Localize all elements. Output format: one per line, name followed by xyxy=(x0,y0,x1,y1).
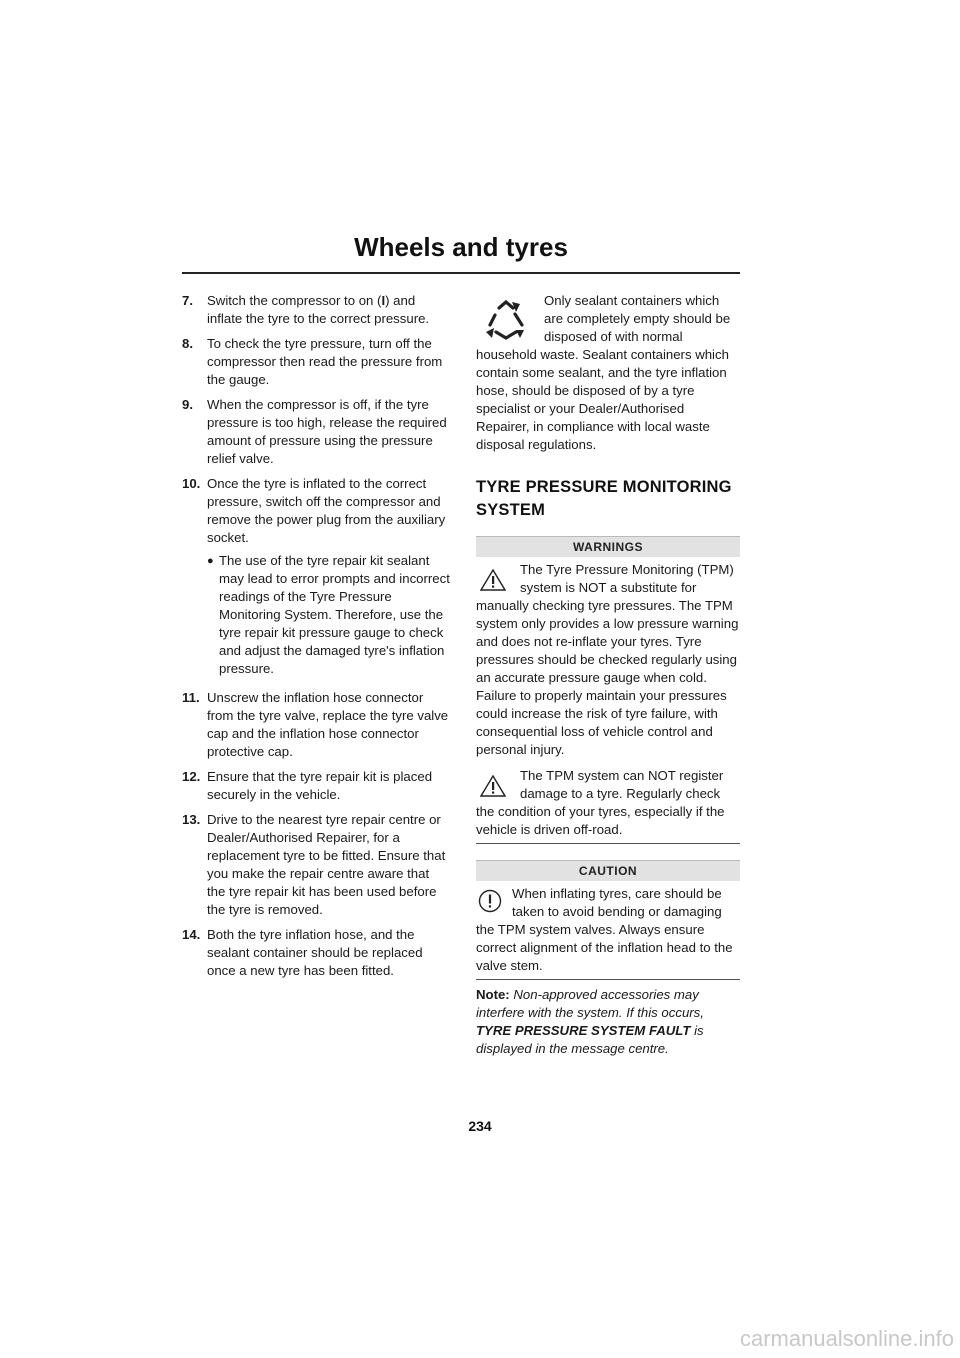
step-number: 8. xyxy=(182,336,193,351)
warning-item xyxy=(476,561,740,759)
note xyxy=(476,986,740,1058)
bullet-item xyxy=(207,552,450,678)
right-column xyxy=(476,292,740,1058)
step-number: 9. xyxy=(182,397,193,412)
note-text-end: is displayed in the message centre. xyxy=(476,1023,704,1056)
step-text: Switch the compressor to on (I) and inflate the tyre to the correct pressure. xyxy=(207,293,430,326)
page-title: Wheels and tyres xyxy=(354,232,568,262)
step-11 xyxy=(182,689,450,761)
step-7 xyxy=(182,292,450,328)
caution-icon xyxy=(478,889,502,913)
recycle-icon xyxy=(482,298,530,344)
warning-triangle-icon xyxy=(480,569,506,591)
step-text: Unscrew the inflation hose connector from the tyre valve, replace the tyre valve cap and the inflation hose connector protective cap. xyxy=(207,690,449,759)
caution-label: CAUTION xyxy=(476,860,740,881)
disposal-text: Only sealant containers which are completely empty should be disposed of with normal household waste. Sealant containers which contain some sealant, and the tyre inflation hose, should be disposed of by a tyre specialist or your Dealer/Authorised Repairer, in compliance with local waste disposal regulations. xyxy=(476,293,731,452)
step-8 xyxy=(182,335,450,389)
page-number: 234 xyxy=(468,1118,492,1134)
warnings-label: WARNINGS xyxy=(476,536,740,557)
caution-text: When inflating tyres, care should be taken to avoid bending or damaging the TPM system valves. Always ensure correct alignment of the inflation head to the valve stem. xyxy=(476,886,733,973)
step-13 xyxy=(182,811,450,919)
warning-text: The TPM system can NOT register damage to a tyre. Regularly check the condition of your tyres, especially if the vehicle is driven off-road. xyxy=(476,768,725,837)
warnings-box xyxy=(476,536,740,844)
step-number: 13. xyxy=(182,812,201,827)
caution-body xyxy=(476,881,740,980)
step-14 xyxy=(182,926,450,980)
step-number: 14. xyxy=(182,927,201,942)
note-label: Note: xyxy=(476,987,510,1002)
watermark: carmanualsonline.info xyxy=(739,1326,954,1351)
step-text: Both the tyre inflation hose, and the sealant container should be replaced once a new tyre has been fitted. xyxy=(207,927,423,978)
note-emphasis: TYRE PRESSURE SYSTEM FAULT xyxy=(476,1023,691,1038)
step-number: 11. xyxy=(182,690,200,705)
disposal-notice xyxy=(476,292,740,454)
bullet-dot: ● xyxy=(207,555,214,567)
step-text: Once the tyre is inflated to the correct pressure, switch off the compressor and remove the power plug from the auxiliary socket. ● The use of the tyre repair kit sealant may lead to error prompts and incorrect readings of the Tyre Pressure Monitoring System. Therefore, use the tyre repair kit pressure gauge to check and adjust the damaged tyre's inflation pressure. xyxy=(207,476,450,676)
step-12 xyxy=(182,768,450,804)
step-text: When the compressor is off, if the tyre pressure is too high, release the required amount of pressure using the pressure relief valve. xyxy=(207,397,447,466)
step-10 xyxy=(182,475,450,682)
warning-text: The Tyre Pressure Monitoring (TPM) system is NOT a substitute for manually checking tyre pressures. The TPM system only provides a low pressure warning and does not re-inflate your tyres. Tyre pressures should be checked regularly using an accurate pressure gauge when cold. Failure to properly maintain your pressures could increase the risk of tyre failure, with consequential loss of vehicle control and personal injury. xyxy=(476,562,739,757)
step-text: Ensure that the tyre repair kit is placed securely in the vehicle. xyxy=(207,769,433,802)
step-text: To check the tyre pressure, turn off the compressor then read the pressure from the gauge. xyxy=(207,336,443,387)
step-number: 7. xyxy=(182,293,193,308)
step-number: 10. xyxy=(182,476,201,491)
note-text: Non-approved accessories may interfere with the system. If this occurs, xyxy=(476,987,704,1020)
caution-box xyxy=(476,860,740,980)
warning-triangle-icon xyxy=(480,775,506,797)
title-rule xyxy=(182,272,740,274)
bullet-text: The use of the tyre repair kit sealant may lead to error prompts and incorrect readings of the Tyre Pressure Monitoring System. Therefore, use the tyre repair kit pressure gauge to check and adjust the damaged tyre's inflation pressure. xyxy=(219,553,450,676)
warning-item xyxy=(476,767,740,839)
warnings-body xyxy=(476,557,740,844)
step-number: 12. xyxy=(182,769,201,784)
step-9 xyxy=(182,396,450,468)
section-heading: TYRE PRESSURE MONITORING SYSTEM xyxy=(476,478,732,519)
step-text: Drive to the nearest tyre repair centre or Dealer/Authorised Repairer, for a replacement tyre to be fitted. Ensure that you make the repair centre aware that the tyre repair kit has been used before the tyre is removed. xyxy=(207,812,446,917)
left-column xyxy=(182,292,450,987)
